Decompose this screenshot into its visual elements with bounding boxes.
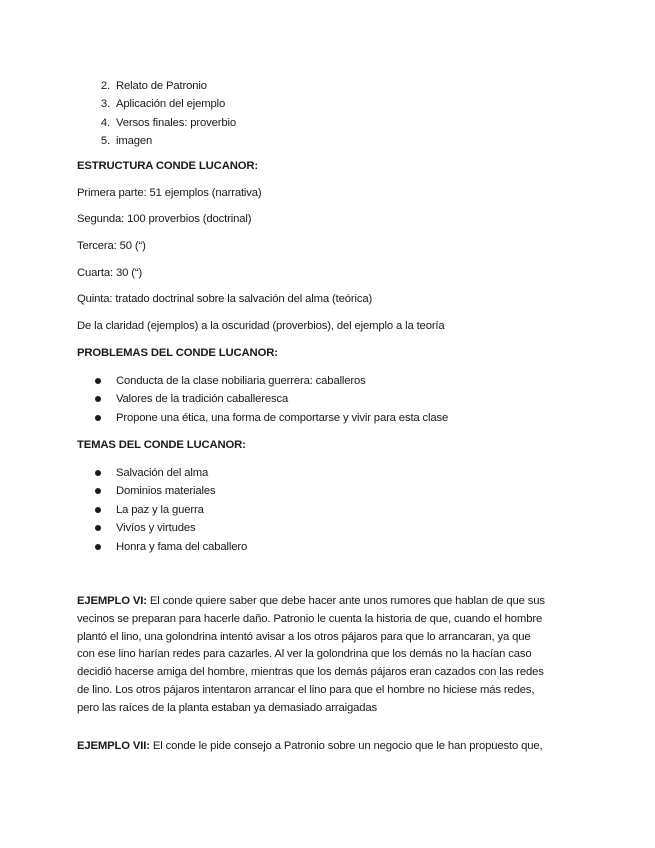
paragraph-text: El conde quiere saber que debe hacer ante unos rumores que hablan de que sus — [146, 595, 545, 607]
estructura-line: Cuarta: 30 (“) — [77, 267, 143, 279]
paragraph-line: vecinos se preparan para hacerle daño. Patronio le cuenta la historia de que, cuando el hombre — [77, 612, 543, 625]
bulleted-list-item: Conducta de la clase nobiliaria guerrera: caballeros — [116, 375, 366, 387]
bulleted-list-item: Valores de la tradición caballeresca — [116, 393, 289, 405]
paragraph-line: con ese lino harían redes para cazarles. Al ver la golondrina que los demás no la hacían caso — [77, 648, 532, 661]
ejemplo-vi-label: EJEMPLO VI: — [77, 595, 147, 607]
paragraph-line: decidió hacerse amiga del hombre, mientras que los demás pájaros eran cazados con las redes — [77, 666, 544, 679]
list-number: 5. — [100, 135, 110, 147]
list-number: 3. — [100, 98, 110, 110]
bulleted-list-item: Propone una ética, una forma de comportarse y vivir para esta clase — [116, 412, 449, 424]
bullet-icon — [95, 525, 101, 531]
problemas-heading: PROBLEMAS DEL CONDE LUCANOR: — [77, 347, 278, 359]
paragraph-text: El conde le pide consejo a Patronio sobre un negocio que le han propuesto que, — [149, 740, 543, 752]
numbered-list-item: Relato de Patronio — [116, 80, 207, 92]
estructura-heading: ESTRUCTURA CONDE LUCANOR: — [77, 160, 258, 172]
bullet-icon — [95, 488, 101, 494]
bulleted-list-item: Honra y fama del caballero — [116, 541, 248, 553]
bullet-icon — [95, 507, 101, 513]
estructura-line: Quinta: tratado doctrinal sobre la salvación del alma (teórica) — [77, 293, 373, 305]
temas-heading: TEMAS DEL CONDE LUCANOR: — [77, 439, 246, 451]
estructura-line: Segunda: 100 proverbios (doctrinal) — [77, 213, 252, 225]
paragraph-line: de lino. Los otros pájaros intentaron arrancar el lino para que el hombre no hiciese más redes, — [77, 683, 535, 696]
paragraph-line: plantó el lino, una golondrina intentó avisar a los otros pájaros para que lo arrancaran, ya que — [77, 630, 531, 643]
paragraph-line: pero las raíces de la planta estaban ya demasiado arraigadas — [77, 701, 377, 714]
paragraph-line — [77, 738, 582, 756]
list-number: 4. — [100, 117, 110, 129]
list-number: 2. — [100, 80, 110, 92]
bulleted-list-item: Dominios materiales — [116, 485, 216, 497]
bulleted-list-item: Vivíos y virtudes — [116, 522, 196, 534]
bullet-icon — [95, 415, 101, 421]
paragraph-line — [77, 593, 582, 611]
bulleted-list-item: Salvación del alma — [116, 467, 209, 479]
numbered-list-item: imagen — [116, 135, 153, 147]
numbered-list-item: Versos finales: proverbio — [116, 117, 236, 129]
bullet-icon — [95, 544, 101, 550]
ejemplo-vii-paragraph — [77, 738, 582, 756]
ejemplo-vii-label: EJEMPLO VII: — [77, 740, 150, 752]
bullet-icon — [95, 378, 101, 384]
numbered-list-item: Aplicación del ejemplo — [116, 98, 226, 110]
bullet-icon — [95, 396, 101, 402]
estructura-line: Tercera: 50 (“) — [77, 240, 146, 252]
ejemplo-vi-paragraph — [77, 593, 582, 718]
bulleted-list-item: La paz y la guerra — [116, 504, 204, 516]
estructura-line: De la claridad (ejemplos) a la oscuridad (proverbios), del ejemplo a la teoría — [77, 320, 445, 332]
estructura-line: Primera parte: 51 ejemplos (narrativa) — [77, 187, 262, 199]
bullet-icon — [95, 470, 101, 476]
